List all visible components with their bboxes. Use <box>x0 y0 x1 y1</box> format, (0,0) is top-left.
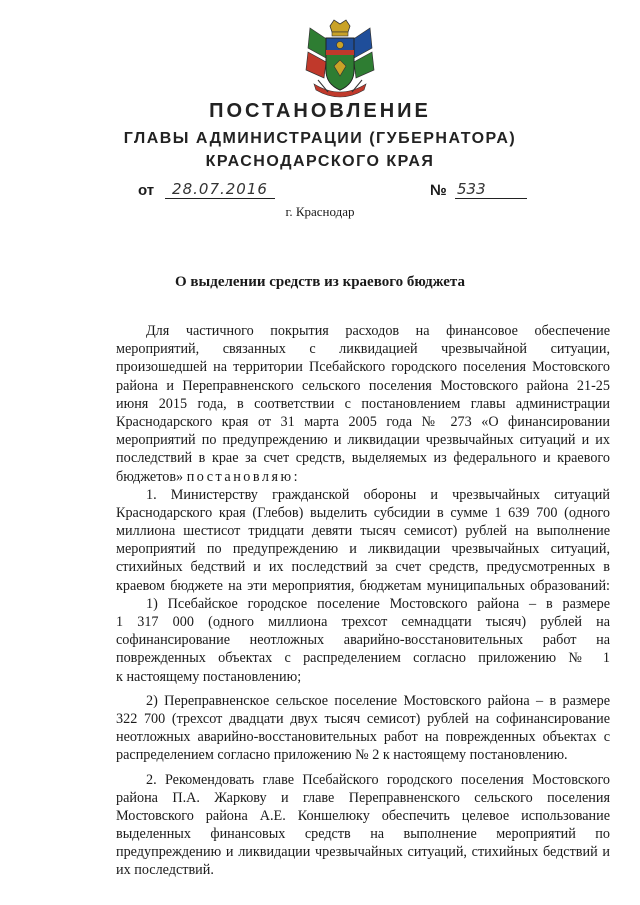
body-line: 1 317 000 (одного миллиона трехсот семнадцати тысяч) рублей на <box>116 614 610 630</box>
body-line: района и Переправненского сельского поселения Мостовского района 21-25 <box>116 377 610 394</box>
document-body <box>116 322 610 880</box>
body-line: 1) Псебайское городское поселение Мостовского района – в размере <box>146 595 610 612</box>
body-line: их последствий. <box>116 862 214 879</box>
body-line: произошедшей на территории Псебайского городского поселения Мостовского <box>116 359 610 376</box>
body-line: софинансирование неотложных аварийно-восстановительных работ на <box>116 632 610 649</box>
body-line: Краснодарского края (Глебов) выделить субсидии в сумме 1 639 700 (одного <box>116 504 610 521</box>
authority-heading-line1: ГЛАВЫ АДМИНИСТРАЦИИ (ГУБЕРНАТОРА) <box>123 130 517 147</box>
body-line: мероприятий по предупреждению и ликвидации чрезвычайных ситуаций, <box>116 541 610 558</box>
body-line: Для частичного покрытия расходов на финансовое обеспечение <box>146 323 610 339</box>
body-line: мероприятий, связанных с ликвидацией чрезвычайной ситуации, <box>116 341 610 358</box>
body-line: 322 700 (трехсот двадцати двух тысяч семисот) рублей на софинансирование <box>116 710 610 727</box>
body-line: июня 2015 года, в соответствии с постановлением главы администрации <box>116 395 610 412</box>
authority-heading-line2: КРАСНОДАРСКОГО КРАЯ <box>205 153 435 170</box>
body-line: мероприятий по предупреждению и ликвидации чрезвычайных ситуаций и их <box>116 432 610 449</box>
body-line <box>116 468 610 486</box>
document-type-heading: ПОСТАНОВЛЕНИЕ <box>209 100 431 122</box>
body-line: Мостовского района А.Е. Коншелюку обеспечить целевое использование <box>116 807 610 824</box>
body-line: Краснодарского края от 31 марта 2005 года № 273 «О финансировании <box>116 413 610 430</box>
body-line: 2) Переправненское сельское поселение Мостовского района – в размере <box>146 692 610 709</box>
body-line: миллиона шестисот тридцати девяти тысяч семисот) рублей на выполнение <box>116 523 610 540</box>
body-line: стихийных бедствий и их последствий за счет средств, предусмотренных в <box>116 559 610 576</box>
body-line-text: бюджетов» <box>116 468 184 485</box>
handwritten-date: 28.07.2016 <box>165 180 275 199</box>
resolution-word: постановляю: <box>186 468 301 485</box>
body-line: распределением согласно приложению № 2 к настоящему постановлению. <box>116 747 568 764</box>
krasnodar-coat-of-arms-icon <box>304 18 376 100</box>
body-line: к настоящему постановлению; <box>116 668 302 685</box>
body-line: предупреждению и ликвидации чрезвычайных ситуаций, стихийных бедствий и <box>116 844 610 861</box>
number-label: № <box>430 182 447 199</box>
document-title: О выделении средств из краевого бюджета <box>175 274 465 290</box>
city-line: г. Краснодар <box>285 204 355 219</box>
body-line: последствий в крае за счет средств, выделяемых из федерального и краевого <box>116 450 610 467</box>
body-line: краевом бюджете на эти мероприятия, бюджетам муниципальных образований: <box>116 577 610 594</box>
date-label: от <box>138 182 155 199</box>
body-line: района П.А. Жаркову и главе Переправненского сельского поселения <box>116 789 610 806</box>
body-line: выделенных финансовых средств на выполнение мероприятий по <box>116 826 610 843</box>
body-line: 2. Рекомендовать главе Псебайского городского поселения Мостовского <box>146 771 610 788</box>
body-line: 1. Министерству гражданской обороны и чрезвычайных ситуаций <box>146 486 610 503</box>
handwritten-number: 533 <box>455 180 527 199</box>
body-line: неотложных аварийно-восстановительных работ на поврежденных объектах с <box>116 729 610 746</box>
body-line: поврежденных объектах с распределением согласно приложению № 1 <box>116 650 610 667</box>
